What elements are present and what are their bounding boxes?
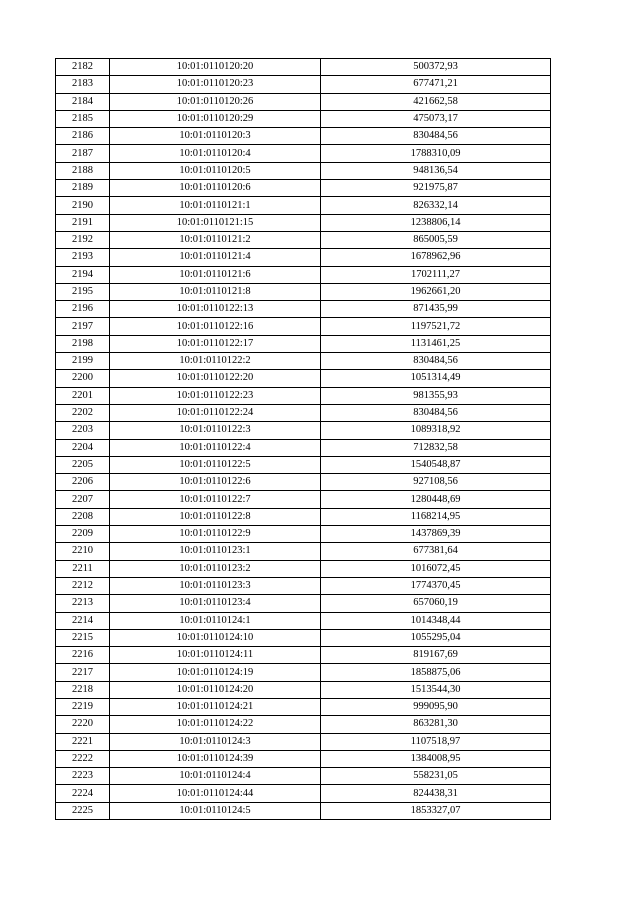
row-number-cell: 2204	[56, 439, 110, 456]
cadastral-number-cell: 10:01:0110124:19	[110, 664, 321, 681]
row-number-cell: 2188	[56, 162, 110, 179]
table-row	[56, 439, 551, 456]
row-number-cell: 2212	[56, 577, 110, 594]
value-cell: 981355,93	[321, 387, 551, 404]
table-row	[56, 629, 551, 646]
row-number-cell: 2224	[56, 785, 110, 802]
row-number-cell: 2196	[56, 301, 110, 318]
row-number-cell: 2225	[56, 802, 110, 819]
value-cell: 1437869,39	[321, 526, 551, 543]
cadastral-number-cell: 10:01:0110122:20	[110, 370, 321, 387]
value-cell: 927108,56	[321, 474, 551, 491]
row-number-cell: 2186	[56, 128, 110, 145]
value-cell: 1197521,72	[321, 318, 551, 335]
row-number-cell: 2210	[56, 543, 110, 560]
cadastral-number-cell: 10:01:0110121:1	[110, 197, 321, 214]
value-cell: 1055295,04	[321, 629, 551, 646]
value-cell: 677381,64	[321, 543, 551, 560]
value-cell: 1238806,14	[321, 214, 551, 231]
row-number-cell: 2193	[56, 249, 110, 266]
row-number-cell: 2195	[56, 283, 110, 300]
table-row	[56, 664, 551, 681]
row-number-cell: 2208	[56, 508, 110, 525]
table-row	[56, 681, 551, 698]
cadastral-number-cell: 10:01:0110124:5	[110, 802, 321, 819]
cadastral-number-cell: 10:01:0110123:4	[110, 595, 321, 612]
row-number-cell: 2216	[56, 647, 110, 664]
cadastral-number-cell: 10:01:0110120:3	[110, 128, 321, 145]
value-cell: 1168214,95	[321, 508, 551, 525]
table-row	[56, 647, 551, 664]
row-number-cell: 2182	[56, 59, 110, 76]
cadastral-number-cell: 10:01:0110122:6	[110, 474, 321, 491]
table-row	[56, 283, 551, 300]
cadastral-number-cell: 10:01:0110121:6	[110, 266, 321, 283]
value-cell: 830484,56	[321, 353, 551, 370]
value-cell: 421662,58	[321, 93, 551, 110]
value-cell: 1016072,45	[321, 560, 551, 577]
value-cell: 1089318,92	[321, 422, 551, 439]
cadastral-number-cell: 10:01:0110124:1	[110, 612, 321, 629]
row-number-cell: 2183	[56, 76, 110, 93]
row-number-cell: 2201	[56, 387, 110, 404]
value-cell: 863281,30	[321, 716, 551, 733]
row-number-cell: 2221	[56, 733, 110, 750]
row-number-cell: 2217	[56, 664, 110, 681]
cadastral-number-cell: 10:01:0110124:21	[110, 698, 321, 715]
cadastral-number-cell: 10:01:0110122:5	[110, 456, 321, 473]
value-cell: 1051314,49	[321, 370, 551, 387]
table-row	[56, 508, 551, 525]
table-row	[56, 231, 551, 248]
table-row	[56, 266, 551, 283]
value-cell: 1540548,87	[321, 456, 551, 473]
value-cell: 1384008,95	[321, 750, 551, 767]
value-cell: 1107518,97	[321, 733, 551, 750]
table-row	[56, 612, 551, 629]
table-row	[56, 716, 551, 733]
row-number-cell: 2206	[56, 474, 110, 491]
table-row	[56, 353, 551, 370]
row-number-cell: 2222	[56, 750, 110, 767]
row-number-cell: 2207	[56, 491, 110, 508]
cadastral-number-cell: 10:01:0110124:22	[110, 716, 321, 733]
table-row	[56, 698, 551, 715]
value-cell: 475073,17	[321, 110, 551, 127]
row-number-cell: 2194	[56, 266, 110, 283]
table-row	[56, 422, 551, 439]
value-cell: 1853327,07	[321, 802, 551, 819]
row-number-cell: 2184	[56, 93, 110, 110]
table-row	[56, 162, 551, 179]
table-row	[56, 301, 551, 318]
row-number-cell: 2211	[56, 560, 110, 577]
cadastral-number-cell: 10:01:0110120:23	[110, 76, 321, 93]
table-row	[56, 785, 551, 802]
row-number-cell: 2187	[56, 145, 110, 162]
row-number-cell: 2189	[56, 180, 110, 197]
value-cell: 558231,05	[321, 768, 551, 785]
cadastral-value-table	[55, 58, 551, 820]
cadastral-number-cell: 10:01:0110123:1	[110, 543, 321, 560]
row-number-cell: 2214	[56, 612, 110, 629]
table-row	[56, 543, 551, 560]
value-cell: 830484,56	[321, 128, 551, 145]
value-cell: 830484,56	[321, 404, 551, 421]
cadastral-number-cell: 10:01:0110123:2	[110, 560, 321, 577]
cadastral-number-cell: 10:01:0110121:4	[110, 249, 321, 266]
value-cell: 826332,14	[321, 197, 551, 214]
row-number-cell: 2185	[56, 110, 110, 127]
row-number-cell: 2203	[56, 422, 110, 439]
table-row	[56, 370, 551, 387]
cadastral-number-cell: 10:01:0110122:9	[110, 526, 321, 543]
cadastral-number-cell: 10:01:0110122:24	[110, 404, 321, 421]
value-cell: 1962661,20	[321, 283, 551, 300]
cadastral-number-cell: 10:01:0110124:4	[110, 768, 321, 785]
value-cell: 1014348,44	[321, 612, 551, 629]
row-number-cell: 2199	[56, 353, 110, 370]
table-row	[56, 318, 551, 335]
value-cell: 1858875,06	[321, 664, 551, 681]
value-cell: 1513544,30	[321, 681, 551, 698]
row-number-cell: 2213	[56, 595, 110, 612]
row-number-cell: 2223	[56, 768, 110, 785]
value-cell: 1702111,27	[321, 266, 551, 283]
cadastral-number-cell: 10:01:0110122:16	[110, 318, 321, 335]
value-cell: 948136,54	[321, 162, 551, 179]
value-cell: 819167,69	[321, 647, 551, 664]
cadastral-number-cell: 10:01:0110121:8	[110, 283, 321, 300]
cadastral-number-cell: 10:01:0110120:29	[110, 110, 321, 127]
cadastral-number-cell: 10:01:0110120:20	[110, 59, 321, 76]
value-cell: 999095,90	[321, 698, 551, 715]
table-row	[56, 404, 551, 421]
table-row	[56, 733, 551, 750]
row-number-cell: 2220	[56, 716, 110, 733]
cadastral-number-cell: 10:01:0110120:26	[110, 93, 321, 110]
table-row	[56, 335, 551, 352]
table-row	[56, 197, 551, 214]
cadastral-number-cell: 10:01:0110123:3	[110, 577, 321, 594]
table-row	[56, 802, 551, 819]
cadastral-number-cell: 10:01:0110121:2	[110, 231, 321, 248]
value-cell: 500372,93	[321, 59, 551, 76]
cadastral-number-cell: 10:01:0110120:5	[110, 162, 321, 179]
cadastral-number-cell: 10:01:0110121:15	[110, 214, 321, 231]
table-row	[56, 128, 551, 145]
cadastral-number-cell: 10:01:0110122:13	[110, 301, 321, 318]
value-cell: 865005,59	[321, 231, 551, 248]
row-number-cell: 2209	[56, 526, 110, 543]
row-number-cell: 2219	[56, 698, 110, 715]
value-cell: 677471,21	[321, 76, 551, 93]
cadastral-number-cell: 10:01:0110124:11	[110, 647, 321, 664]
row-number-cell: 2218	[56, 681, 110, 698]
cadastral-number-cell: 10:01:0110122:3	[110, 422, 321, 439]
row-number-cell: 2192	[56, 231, 110, 248]
row-number-cell: 2215	[56, 629, 110, 646]
cadastral-number-cell: 10:01:0110122:23	[110, 387, 321, 404]
table-row	[56, 180, 551, 197]
table-row	[56, 93, 551, 110]
table-row	[56, 560, 551, 577]
cadastral-number-cell: 10:01:0110120:4	[110, 145, 321, 162]
cadastral-number-cell: 10:01:0110122:17	[110, 335, 321, 352]
cadastral-number-cell: 10:01:0110122:2	[110, 353, 321, 370]
table-row	[56, 526, 551, 543]
row-number-cell: 2198	[56, 335, 110, 352]
cadastral-number-cell: 10:01:0110120:6	[110, 180, 321, 197]
row-number-cell: 2191	[56, 214, 110, 231]
value-cell: 921975,87	[321, 180, 551, 197]
cadastral-number-cell: 10:01:0110124:10	[110, 629, 321, 646]
table-row	[56, 474, 551, 491]
row-number-cell: 2190	[56, 197, 110, 214]
value-cell: 1678962,96	[321, 249, 551, 266]
value-cell: 1280448,69	[321, 491, 551, 508]
table-row	[56, 750, 551, 767]
row-number-cell: 2197	[56, 318, 110, 335]
table-row	[56, 214, 551, 231]
table-row	[56, 456, 551, 473]
table-row	[56, 76, 551, 93]
table-row	[56, 595, 551, 612]
cadastral-number-cell: 10:01:0110124:20	[110, 681, 321, 698]
value-cell: 871435,99	[321, 301, 551, 318]
table-row	[56, 387, 551, 404]
value-cell: 657060,19	[321, 595, 551, 612]
table-row	[56, 59, 551, 76]
value-cell: 1131461,25	[321, 335, 551, 352]
table-row	[56, 110, 551, 127]
cadastral-number-cell: 10:01:0110124:39	[110, 750, 321, 767]
table-body	[56, 59, 551, 820]
table-row	[56, 145, 551, 162]
cadastral-number-cell: 10:01:0110124:44	[110, 785, 321, 802]
value-cell: 1788310,09	[321, 145, 551, 162]
cadastral-number-cell: 10:01:0110124:3	[110, 733, 321, 750]
cadastral-number-cell: 10:01:0110122:4	[110, 439, 321, 456]
value-cell: 824438,31	[321, 785, 551, 802]
cadastral-number-cell: 10:01:0110122:8	[110, 508, 321, 525]
row-number-cell: 2205	[56, 456, 110, 473]
cadastral-number-cell: 10:01:0110122:7	[110, 491, 321, 508]
table-row	[56, 577, 551, 594]
table-row	[56, 491, 551, 508]
value-cell: 1774370,45	[321, 577, 551, 594]
value-cell: 712832,58	[321, 439, 551, 456]
table-row	[56, 768, 551, 785]
row-number-cell: 2202	[56, 404, 110, 421]
table-row	[56, 249, 551, 266]
row-number-cell: 2200	[56, 370, 110, 387]
